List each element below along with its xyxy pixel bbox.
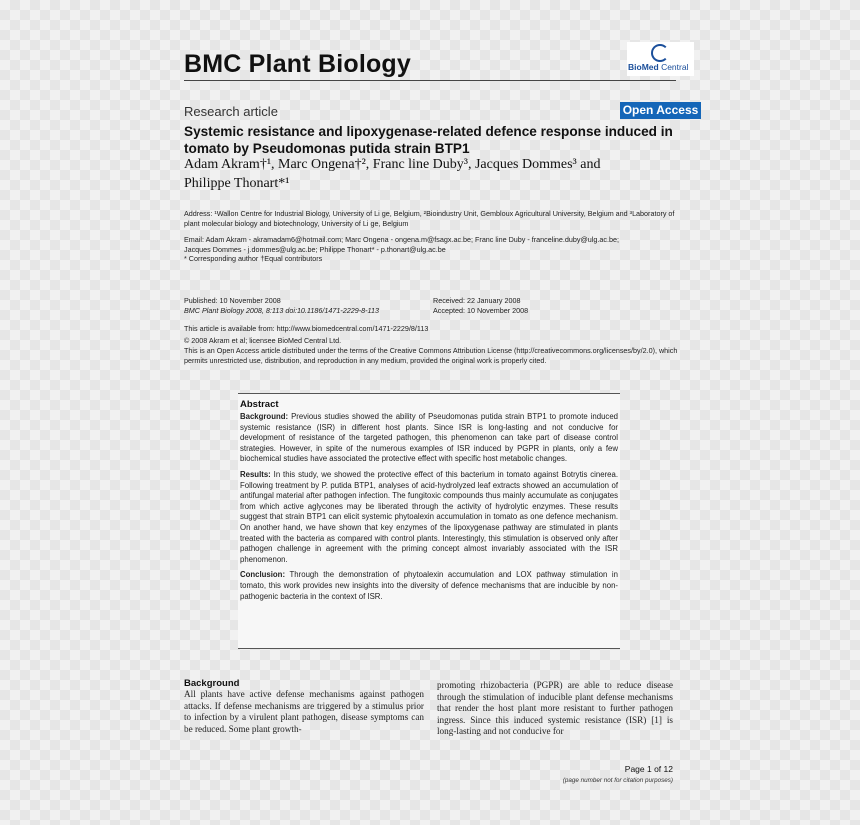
abstract-box [238,393,620,649]
copyright: © 2008 Akram et al; licensee BioMed Central Ltd. [184,336,342,345]
page-number-note: (page number not for citation purposes) [562,777,673,784]
email-line-1: Email: Adam Akram - akramadam6@hotmail.com; Marc Ongena - ongena.m@fsagx.ac.be; Franc line Duby - franceline.duby@ulg.ac.be; [184,235,619,244]
abstract-results: Results: In this study, we showed the protective effect of this bacterium in tomato against Botrytis cinerea. Following treatment by P. putida BTP1, analyses of acid-hydrolyzed leaf extracts showed an accumulation of antifungal material after pathogen infection. The fungitoxic compounds thus mainly accumulate as conjugates from which active aglycones may be liberated through the activity of hydrolytic enzymes. These results suggest that strain BTP1 can elicit systemic phytoalexin accumulation in tomato as one defence mechanism. On another hand, we have shown that key enzymes of the lipoxygenase pathway are stimulated in plants treated with the bacteria as compared with control plants. Interestingly, this stimulation is observed only after pathogen challenge in agreement with the priming concept almost invariably associated with the ISR phenomenon. [240,469,618,564]
article-title: Systemic resistance and lipoxygenase-related defence response induced in tomato by Pseudomonas putida strain BTP1 [184,124,673,156]
article-type: Research article [184,104,278,119]
logo-text: BioMed Central [628,62,689,72]
author-addresses: Address: ¹Wallon Centre for Industrial Biology, University of Li ge, Belgium, ²Bioindustry Unit, Gembloux Agricultural University, Belgium and ³Laboratory of plant molecular biology and biotechnology, University of Li ge, Belgium [184,209,675,228]
author-emails [184,235,684,255]
body-right-column: promoting rhizobacteria (PGPR) are able to reduce disease through the stimulation of inducible plant defense mechanisms that render the host plant more resistant to further pathogen ingress. Since this induced systemic resistance (ISR) [1] is long-lasting and not conducive for [437,680,673,737]
published-date: Published: 10 November 2008 [184,296,281,305]
accepted-date: Accepted: 10 November 2008 [433,306,529,315]
authors-line-2: Philippe Thonart*¹ [184,176,290,191]
license-block [184,336,684,366]
background-heading: Background [184,678,240,689]
dates-info [433,296,633,316]
open-access-badge: Open Access [620,102,701,119]
publication-info [184,296,424,316]
biomed-central-logo [627,42,694,76]
background-section [184,678,424,735]
citation: BMC Plant Biology 2008, 8:113 doi:10.1186/1471-2229-8-113 [184,306,379,315]
authors-line-1: Adam Akram†¹, Marc Ongena†², Franc line Duby³, Jacques Dommes³ and [184,157,601,172]
logo-ring-icon [651,44,669,62]
abstract-conclusion: Conclusion: Through the demonstration of phytoalexin accumulation and LOX pathway stimulation in tomato, this work provides new insights into the diversity of defence mechanisms that are inducible by non-pathogenic bacteria in the context of ISR. [240,570,618,601]
header-divider [184,80,676,81]
abstract-heading: Abstract [240,399,279,410]
body-left-column: All plants have active defense mechanisms against pathogen attacks. If defense mechanisms are triggered by a stimulus prior to infection by a virulent plant pathogen, disease symptoms can be reduced. Some plant growth- [184,689,424,734]
author-list [184,155,694,193]
license-text: This is an Open Access article distributed under the terms of the Creative Commons Attribution License (http://creativecommons.org/licenses/by/2.0), which permits unrestricted use, distribution, and reproduction in any medium, provided the original work is properly cited. [184,346,678,365]
page-number: Page 1 of 12 [624,764,673,774]
journal-title: BMC Plant Biology [184,50,412,78]
email-line-2: Jacques Dommes - j.dommes@ulg.ac.be; Philippe Thonart* - p.thonart@ulg.ac.be [184,245,446,254]
abstract-background: Background: Previous studies showed the ability of Pseudomonas putida strain BTP1 to promote induced systemic resistance (ISR) in different host plants. Since ISR is long-lasting and not conducive for development of resistance of the targeted pathogen, this phenomenon can take part of disease control strategies. However, in spite of the numerous examples of ISR induced by PGPR in plants, only a few biochemical studies have associated the protective effect with specific host metabolic changes. [240,412,618,464]
author-footnotes: * Corresponding author †Equal contributors [184,254,323,263]
received-date: Received: 22 January 2008 [433,296,521,305]
article-url: This article is available from: http://www.biomedcentral.com/1471-2229/8/113 [184,324,429,333]
